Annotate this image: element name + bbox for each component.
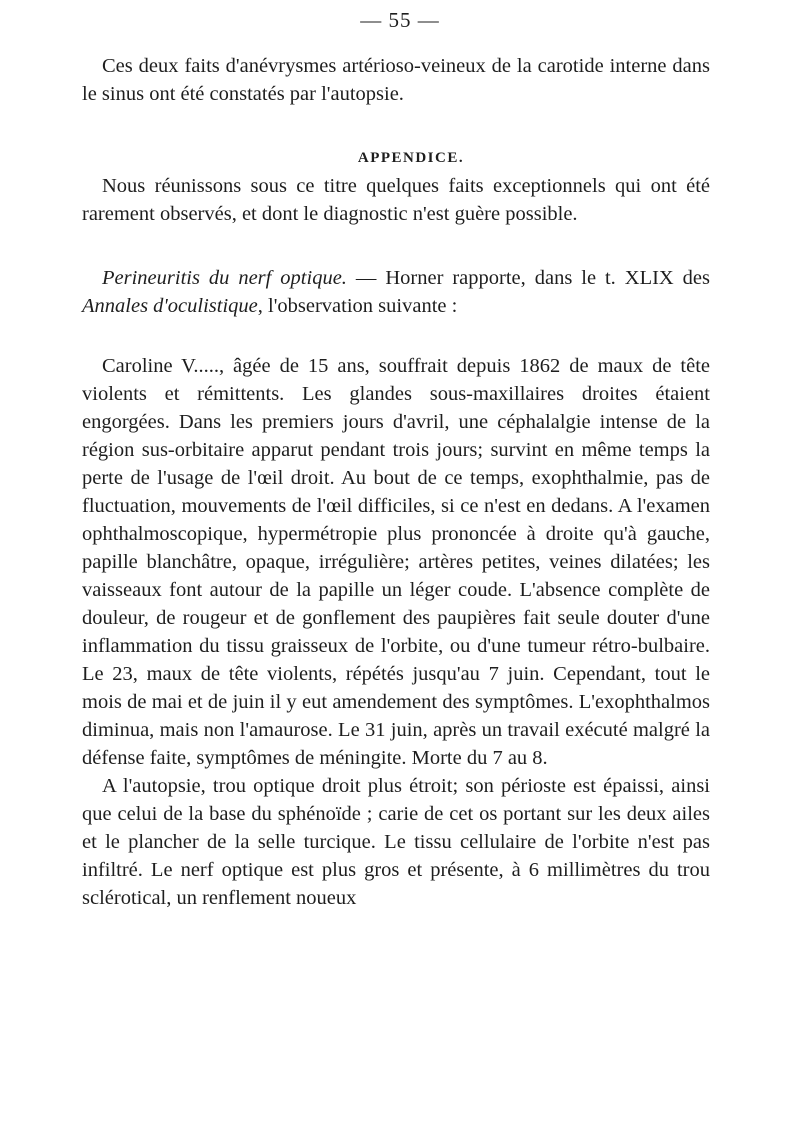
observation-paragraph: Caroline V....., âgée de 15 ans, souffrait depuis 1862 de maux de tête violents et rémittents. Les glandes sous-maxillaires droites étaient engorgées. Dans les premiers jours d'avril, une céphalalgie intense de la région sus-orbitaire apparut pendant trois jours; survint en même temps la perte de l'usage de l'œil droit. Au bout de ce temps, exophthalmie, pas de fluctuation, mouvements de l'œil difficiles, si ce n'est en dedans. A l'examen ophthalmoscopique, hypermétropie plus prononcée à droite qu'à gauche, papille blanchâtre, opaque, irrégulière; artères petites, veines dilatées; les vaisseaux font autour de la papille un léger coude. L'absence complète de douleur, de rougeur et de gonflement des paupières fait seule douter d'une inflammation du tissu graisseux de l'orbite, ou d'une tumeur rétro-bulbaire. Le 23, maux de tête violents, répétés jusqu'au 7 juin. Cependant, tout le mois de mai et de juin il y eut amendement des symptômes. L'exophthalmos diminua, mais non l'amaurose. Le 31 juin, après un travail exécuté malgré la défense faite, symptômes de méningite. Morte du 7 au 8. xyxy=(82,355,710,769)
autopsy-paragraph: A l'autopsie, trou optique droit plus étroit; son périoste est épaissi, ainsi que celui de la base du sphénoïde ; carie de cet os portant sur les deux ailes et le plancher de la selle turcique. Le tissu cellulaire de l'orbite n'est pas infiltré. Le nerf optique est plus gros et présente, à 6 millimètres du trou sclérotical, un renflement noueux xyxy=(82,775,710,909)
appendix-intro-paragraph: Nous réunissons sous ce titre quelques faits exceptionnels qui ont été rarement observés, et dont le diagnostic n'est guère possible. xyxy=(82,175,710,225)
appendix-heading xyxy=(82,144,710,172)
appendix-heading-text: APPENDICE. xyxy=(357,150,465,166)
page-number: — 55 — xyxy=(360,8,440,32)
case-title: Perineuritis du nerf optique. xyxy=(102,267,347,289)
journal-title: Annales d'oculistique xyxy=(82,295,258,317)
body-text xyxy=(82,52,710,912)
case-intro-before-journal: — Horner rapporte, dans le t. XLIX des xyxy=(346,267,710,289)
intro-paragraph: Ces deux faits d'anévrysmes artérioso-veineux de la carotide interne dans le sinus ont été constatés par l'autopsie. xyxy=(82,55,710,105)
case-intro-after-journal: , l'observation suivante : xyxy=(257,295,458,317)
case-intro-paragraph xyxy=(82,264,710,320)
